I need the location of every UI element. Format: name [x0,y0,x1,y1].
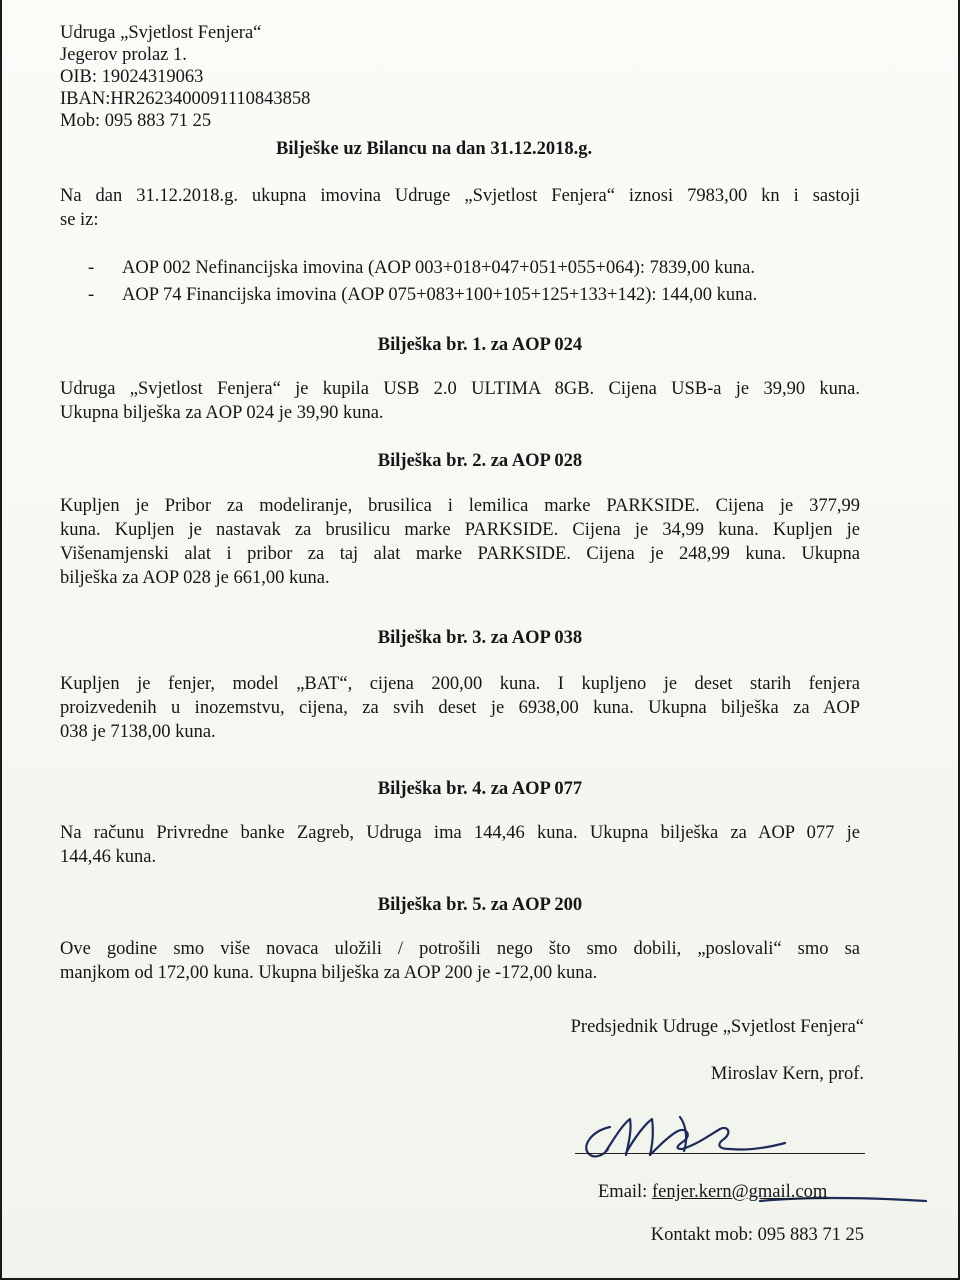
sender-mob: Mob: 095 883 71 25 [60,111,212,131]
closing-role: Predsjednik Udruge „Svjetlost Fenjera“ [570,1017,864,1037]
email-label: Email: [598,1182,648,1202]
signature-line [575,1153,865,1154]
note-line: manjkom od 172,00 kuna. Ukupna bilješka za AOP 200 je -172,00 kuna. [60,963,598,983]
note-line: Na računu Privredne banke Zagreb, Udruga ima 144,46 kuna. Ukupna bilješka za AOP 077 je [60,823,860,843]
note-line: Ove godine smo više novaca uložili / potrošili nego što smo dobili, „poslovali“ smo sa [60,939,860,959]
note-paragraph [60,378,860,426]
note-line: 038 je 7138,00 kuna. [60,722,216,742]
note-line: proizvedenih u inozemstvu, cijena, za svih deset je 6938,00 kuna. Ukupna bilješka za AOP [60,698,860,718]
note-paragraph [60,822,860,870]
note-heading: Bilješka br. 4. za AOP 077 [377,779,583,799]
intro-line: Na dan 31.12.2018.g. ukupna imovina Udruge „Svjetlost Fenjera“ iznosi 7983,00 kn i sastoji [60,186,860,206]
sender-name: Udruga „Svjetlost Fenjera“ [60,23,262,43]
note-heading: Bilješka br. 5. za AOP 200 [377,895,583,915]
note-line: bilješka za AOP 028 je 661,00 kuna. [60,568,330,588]
sender-oib: OIB: 19024319063 [60,67,204,87]
bullet-dash: - [88,285,95,305]
intro-paragraph [60,185,860,233]
document-title: Bilješke uz Bilancu na dan 31.12.2018.g. [276,139,593,159]
bullet-text: AOP 74 Financijska imovina (AOP 075+083+100+105+125+133+142): 144,00 kuna. [122,285,758,305]
intro-line: se iz: [60,210,99,230]
note-line: Udruga „Svjetlost Fenjera“ je kupila USB 2.0 ULTIMA 8GB. Cijena USB-a je 39,90 kuna. [60,379,860,399]
contact-email [598,1181,827,1203]
note-line: Višenamjenski alat i pribor za taj alat marke PARKSIDE. Cijena je 248,99 kuna. Ukupna [60,544,860,564]
bullet-dash: - [88,258,95,278]
bullet-text: AOP 002 Nefinancijska imovina (AOP 003+018+047+051+055+064): 7839,00 kuna. [122,258,755,278]
closing-name: Miroslav Kern, prof. [710,1064,864,1084]
sender-iban: IBAN:HR2623400091110843858 [60,89,311,109]
sender-address: Jegerov prolaz 1. [60,45,187,65]
note-heading: Bilješka br. 1. za AOP 024 [377,335,583,355]
note-line: Ukupna bilješka za AOP 024 je 39,90 kuna. [60,403,384,423]
email-link[interactable]: fenjer.kern@gmail.com [651,1182,828,1202]
note-line: Kupljen je Pribor za modeliranje, brusilica i lemilica marke PARKSIDE. Cijena je 377,99 [60,496,860,516]
note-paragraph [60,673,860,745]
note-heading: Bilješka br. 2. za AOP 028 [377,451,583,471]
note-heading: Bilješka br. 3. za AOP 038 [377,628,583,648]
contact-mobile: Kontakt mob: 095 883 71 25 [650,1225,864,1245]
note-paragraph [60,938,860,986]
note-line: Kupljen je fenjer, model „BAT“, cijena 200,00 kuna. I kupljeno je deset starih fenjera [60,674,860,694]
note-line: kuna. Kupljen je nastavak za brusilicu marke PARKSIDE. Cijena je 34,99 kuna. Kupljen je [60,520,860,540]
note-paragraph [60,495,860,591]
note-line: 144,46 kuna. [60,847,157,867]
